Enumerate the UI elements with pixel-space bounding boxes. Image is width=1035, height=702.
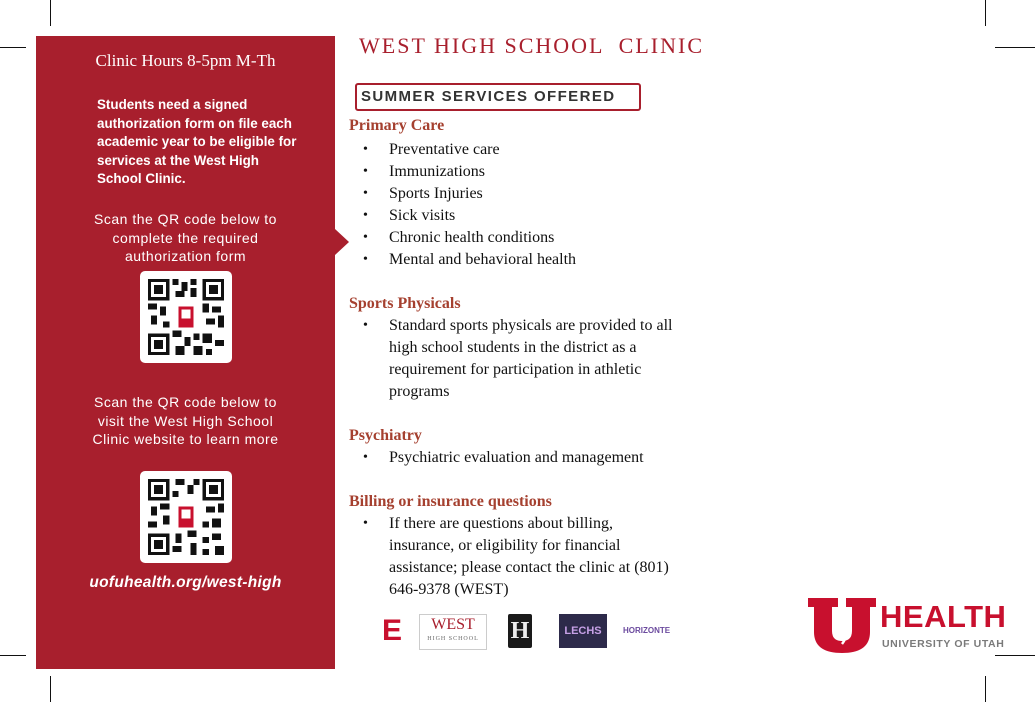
clinic-hours: Clinic Hours 8-5pm M-Th: [95, 51, 276, 70]
section-heading-psychiatry: Psychiatry: [349, 427, 422, 444]
authorization-notice: Students need a signed authorization form on file each academic year to be eligible for services at the West High School Clinic.: [97, 97, 297, 186]
bullet-icon: •: [363, 186, 368, 201]
block-u-icon: [808, 598, 876, 653]
panel-arrow: [335, 229, 349, 255]
scan-form-instruction: [36, 210, 335, 266]
west-logo-sub: HIGH SCHOOL: [427, 636, 479, 642]
highland-logo: H: [508, 614, 532, 648]
crop-mark: [50, 0, 51, 26]
list-item: [362, 227, 576, 249]
bullet-icon: •: [363, 252, 368, 267]
qr-code-icon: [148, 279, 224, 355]
bullet-icon: •: [363, 230, 368, 245]
page-title: WEST HIGH SCHOOL CLINIC: [359, 33, 704, 58]
section-heading-sports-physicals: Sports Physicals: [349, 295, 461, 312]
west-logo-word: WEST: [431, 616, 475, 633]
bullet-icon: •: [363, 450, 368, 465]
list-item-text: Sports Injuries: [389, 185, 483, 202]
brand-subtitle: UNIVERSITY OF UTAH: [882, 638, 1005, 650]
crop-mark: [995, 47, 1035, 48]
west-high-logo: [419, 614, 487, 650]
info-panel: [36, 36, 335, 669]
bullet-icon: •: [363, 142, 368, 157]
list-item: [362, 447, 644, 469]
list-item: [362, 139, 576, 161]
list-item-text: Standard sports physicals are provided to all high school students in the district as a requirement for participation in athletic programs: [389, 317, 673, 400]
crop-mark: [0, 47, 26, 48]
list-item-text: Sick visits: [389, 207, 456, 224]
authorization-qr-code[interactable]: [140, 271, 232, 363]
uofu-health-logo: [808, 598, 1023, 653]
list-item: [362, 161, 576, 183]
list-item: [362, 513, 682, 601]
crop-mark: [50, 676, 51, 702]
bullet-icon: •: [363, 208, 368, 223]
sports-physicals-list: [362, 315, 702, 403]
crop-mark: [985, 676, 986, 702]
bullet-icon: •: [363, 164, 368, 179]
bullet-icon: •: [363, 516, 368, 531]
list-item-text: Immunizations: [389, 163, 485, 180]
bullet-icon: •: [363, 318, 368, 333]
list-item: [362, 205, 576, 227]
crop-mark: [985, 0, 986, 26]
clinic-website-link[interactable]: uofuhealth.org/west-high: [89, 574, 282, 591]
list-item-text: Mental and behavioral health: [389, 251, 577, 268]
list-item: [362, 183, 576, 205]
crop-mark: [995, 655, 1035, 656]
brand-wordmark: HEALTH: [880, 599, 1007, 634]
list-item-text: If there are questions about billing, insurance, or eligibility for financial assistance; please contact the clinic at (801) 646-9378 (WEST): [389, 515, 669, 598]
billing-list: [362, 513, 682, 601]
section-heading-billing: Billing or insurance questions: [349, 493, 552, 510]
summer-services-badge: SUMMER SERVICES OFFERED: [355, 83, 641, 111]
section-heading-primary-care: Primary Care: [349, 117, 445, 134]
list-item-text: Psychiatric evaluation and management: [389, 449, 644, 466]
list-item: [362, 315, 702, 403]
scan-website-text: Scan the QR code below to visit the West High School Clinic website to learn more: [92, 394, 279, 447]
primary-care-list: [362, 139, 576, 271]
scan-website-instruction: [36, 393, 335, 449]
east-high-logo: E: [381, 614, 402, 647]
scan-form-text: Scan the QR code below to complete the required authorization form: [94, 211, 277, 264]
psychiatry-list: [362, 447, 644, 469]
list-item-text: Chronic health conditions: [389, 229, 555, 246]
qr-code-icon: [148, 479, 224, 555]
list-item: [362, 249, 576, 271]
horizonte-logo: HORIZONTE: [623, 626, 671, 635]
list-item-text: Preventative care: [389, 141, 500, 158]
crop-mark: [0, 655, 26, 656]
website-qr-code[interactable]: [140, 471, 232, 563]
lechs-logo: LECHS: [559, 614, 607, 648]
